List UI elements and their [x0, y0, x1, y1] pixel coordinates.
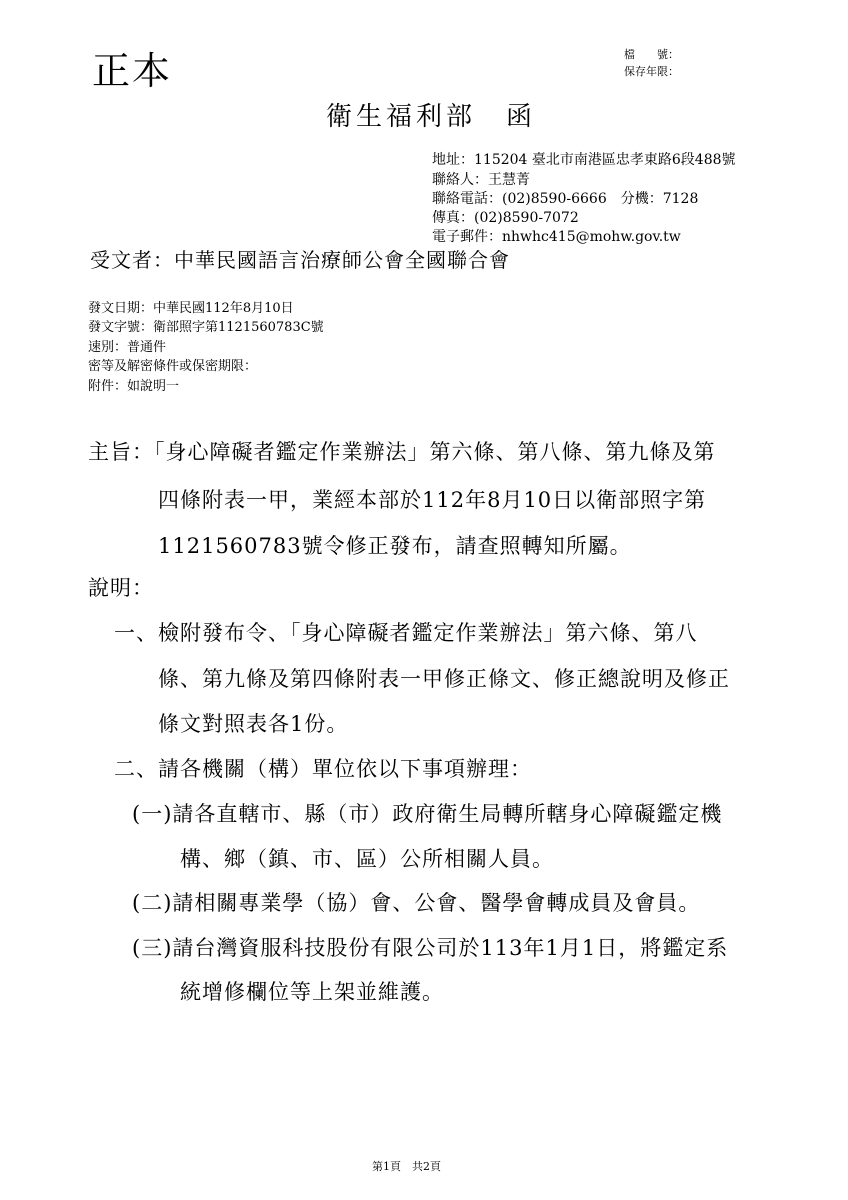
page-footer: 第1頁 共2頁 [372, 1160, 441, 1173]
confidentiality: 密等及解密條件或保密期限： [88, 359, 258, 374]
urgency: 速別：普通件 [88, 340, 167, 355]
sub-item-3-line-2: 統增修欄位等上架並維護。 [180, 980, 444, 1004]
sub-item-3-line-1: (三)請台灣資服科技股份有限公司於113年1月1日，將鑑定系 [132, 936, 729, 960]
contact-address: 地址：115204 臺北市南港區忠孝東路6段488號 [432, 152, 736, 168]
issue-date: 發文日期：中華民國112年8月10日 [88, 301, 294, 316]
contact-fax: 傳真：(02)8590-7072 [432, 210, 579, 226]
sub-item-1-line-2: 構、鄉（鎮、市、區）公所相關人員。 [180, 847, 554, 871]
recipient-line: 受文者：中華民國語言治療師公會全國聯合會 [90, 248, 510, 272]
item-1-line-1: 一、檢附發布令、「身心障礙者鑑定作業辦法」第六條、第八 [114, 621, 698, 645]
contact-phone: 聯絡電話：(02)8590-6666 分機：7128 [432, 191, 699, 207]
subject-line-1: 主旨：「身心障礙者鑑定作業辦法」第六條、第八條、第九條及第 [88, 440, 716, 464]
explanation-heading: 說明： [88, 576, 154, 600]
subject-line-2: 四條附表一甲，業經本部於112年8月10日以衛部照字第 [158, 488, 707, 512]
item-2: 二、請各機關（構）單位依以下事項辦理： [114, 757, 532, 781]
original-copy-stamp: 正本 [92, 49, 173, 93]
item-1-line-2: 條、第九條及第四條附表一甲修正條文、修正總說明及修正 [158, 667, 730, 691]
item-1-line-3: 條文對照表各1份。 [158, 712, 349, 736]
sub-item-2: (二)請相關專業學（協）會、公會、醫學會轉成員及會員。 [132, 891, 701, 915]
sub-item-1-line-1: (一)請各直轄市、縣（市）政府衛生局轉所轄身心障礙鑑定機 [132, 802, 723, 826]
attachments: 附件：如說明一 [88, 379, 180, 394]
retention-period-label: 保存年限： [624, 65, 679, 78]
document-number: 發文字號：衛部照字第1121560783C號 [88, 320, 324, 335]
document-title: 衛生福利部 函 [326, 102, 537, 132]
contact-person: 聯絡人：王慧菁 [432, 172, 530, 188]
file-number-label: 檔 號： [624, 48, 679, 61]
contact-email: 電子郵件：nhwhc415@mohw.gov.tw [432, 229, 681, 245]
subject-line-3: 1121560783號令修正發布，請查照轉知所屬。 [158, 534, 632, 558]
